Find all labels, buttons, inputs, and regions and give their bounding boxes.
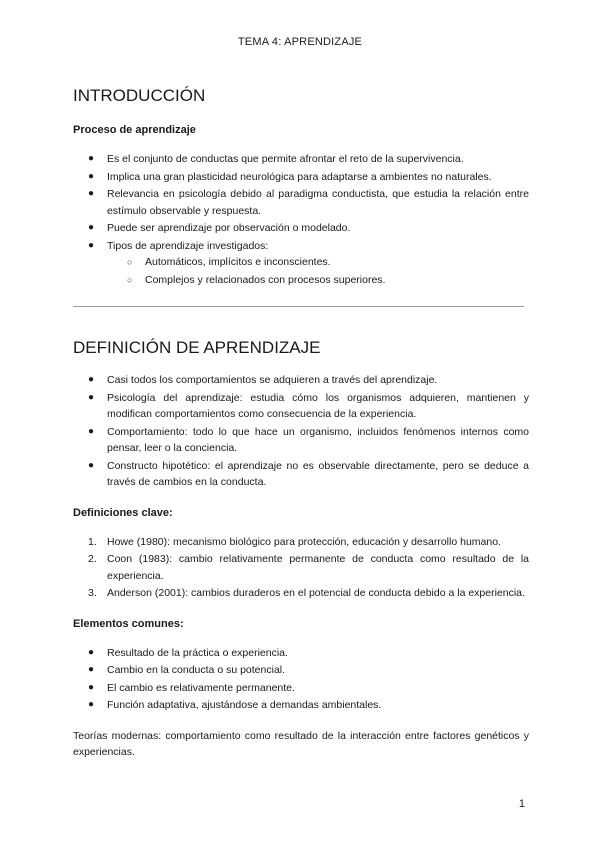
definition-bullet-list <box>73 372 529 491</box>
list-item: ● Tipos de aprendizaje investigados: <box>73 238 529 255</box>
closing-paragraph: Teorías modernas: comportamiento como resultado de la interacción entre factores genéticos y experiencias. <box>73 729 529 758</box>
list-item: ● Es el conjunto de conductas que permite afrontar el reto de la supervivencia. <box>73 151 529 168</box>
list-item: ● Comportamiento: todo lo que hace un organismo, incluidos fenómenos internos como pensar, leer o la conciencia. <box>88 425 529 454</box>
bullet-icon: ● <box>88 222 95 233</box>
list-item: 1. Howe (1980): mecanismo biológico para protección, educación y desarrollo humano. <box>73 534 529 551</box>
intro-heading: INTRODUCCIÓN <box>73 86 206 105</box>
list-item: ● Resultado de la práctica o experiencia. <box>73 645 529 662</box>
sub-bullet-icon: ○ <box>127 274 133 285</box>
list-item: 2. Coon (1983): cambio relativamente permanente de conducta como resultado de la experiencia. <box>88 553 529 582</box>
bullet-icon: ● <box>88 664 95 675</box>
list-item: ● Casi todos los comportamientos se adquieren a través del aprendizaje. <box>73 372 529 389</box>
list-item: ○ Complejos y relacionados con procesos superiores. <box>73 272 529 289</box>
sub-bullet-icon: ○ <box>127 257 133 267</box>
list-item: ○ Automáticos, implícitos e inconscientes. <box>73 254 529 271</box>
list-item: ● Psicología del aprendizaje: estudia cómo los organismos adquieren, mantienen y modifican comportamientos como consecuencia de la experiencia. <box>88 391 529 420</box>
list-item: 3. Anderson (2001): cambios duraderos en el potencial de conducta debido a la experiencia. <box>73 585 529 602</box>
list-number: 2. <box>88 553 97 565</box>
bullet-icon: ● <box>88 391 95 403</box>
key-definitions-heading: Definiciones clave: <box>73 506 173 519</box>
bullet-icon: ● <box>88 699 95 710</box>
list-item: ● Cambio en la conducta o su potencial. <box>73 662 529 679</box>
intro-sub-bullet-list <box>73 254 529 288</box>
bullet-icon: ● <box>88 646 95 658</box>
bullet-icon: ● <box>88 239 95 251</box>
common-elements-heading: Elementos comunes: <box>73 617 184 630</box>
list-item: ● Implica una gran plasticidad neurológica para adaptarse a ambientes no naturales. <box>73 169 529 186</box>
bullet-icon: ● <box>88 153 95 164</box>
bullet-icon: ● <box>88 170 95 182</box>
list-item: ● El cambio es relativamente permanente. <box>73 680 529 697</box>
key-definitions-list <box>73 534 529 602</box>
intro-subheading: Proceso de aprendizaje <box>73 124 196 136</box>
list-item: ● Relevancia en psicología debido al paradigma conductista, que estudia la relación entre estímulo observable y respuesta. <box>88 188 529 217</box>
common-elements-list <box>73 645 529 714</box>
page-header: TEMA 4: APRENDIZAJE <box>237 36 363 48</box>
definition-heading: DEFINICIÓN DE APRENDIZAJE <box>73 338 321 357</box>
list-number: 1. <box>88 535 97 548</box>
document-body <box>73 84 529 761</box>
section-divider <box>73 306 524 307</box>
list-item: ● Puede ser aprendizaje por observación o modelado. <box>73 220 529 237</box>
bullet-icon: ● <box>88 459 95 471</box>
bullet-icon: ● <box>88 681 95 693</box>
list-number: 3. <box>88 587 97 599</box>
page-number: 1 <box>518 798 525 810</box>
bullet-icon: ● <box>88 374 95 385</box>
bullet-icon: ● <box>88 425 95 437</box>
list-item: ● Función adaptativa, ajustándose a demandas ambientales. <box>73 697 529 714</box>
list-item: ● Constructo hipotético: el aprendizaje no es observable directamente, pero se deduce a través de cambios en la conducta. <box>88 459 529 488</box>
bullet-icon: ● <box>88 188 95 199</box>
intro-bullet-list <box>73 151 529 254</box>
